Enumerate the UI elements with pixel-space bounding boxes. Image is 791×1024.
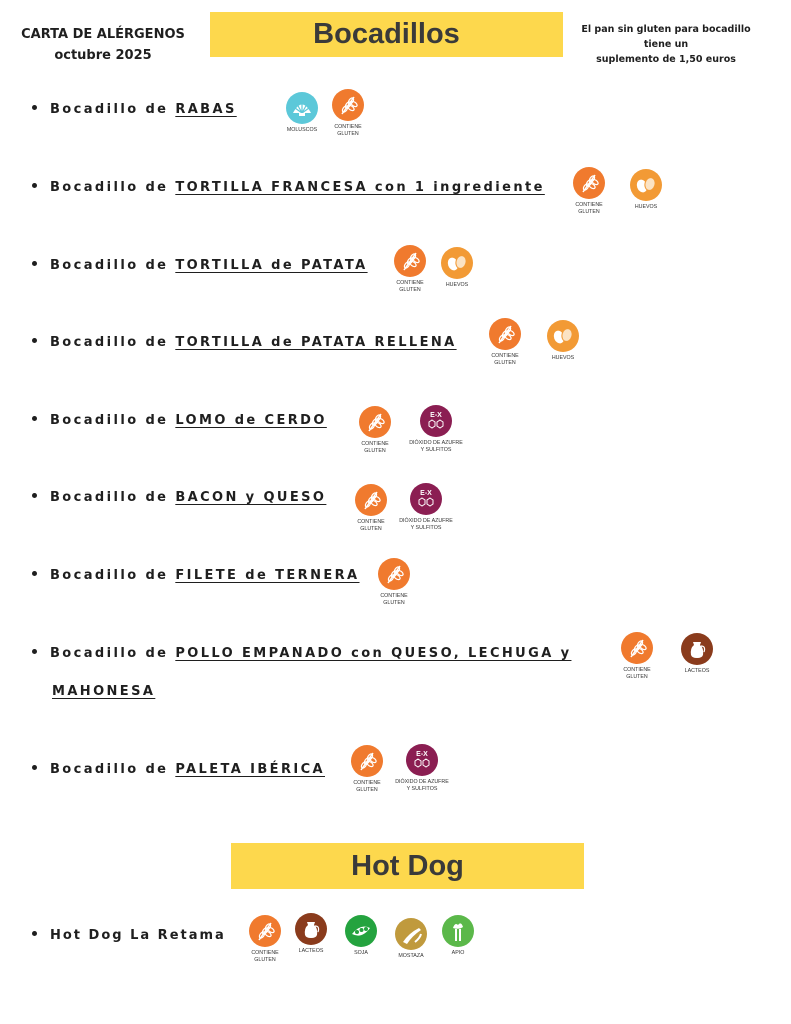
allergen-caption: MOSTAZA [398, 953, 424, 959]
menu-item-tortilla-rellena [32, 335, 457, 350]
item-prefix: Bocadillo de [50, 180, 176, 195]
menu-item-rabas [32, 102, 237, 117]
mustard-icon [395, 918, 427, 950]
svg-text:E-X: E-X [430, 412, 442, 419]
gluten-free-note-line1: El pan sin gluten para bocadillo tiene un [581, 24, 751, 50]
allergen-huevos [427, 247, 487, 289]
wheat-icon [621, 632, 653, 664]
item-prefix: Bocadillo de [50, 335, 176, 350]
soy-pod-icon [345, 915, 377, 947]
gluten-free-note-line2: suplemento de 1,50 euros [596, 54, 736, 65]
item-prefix: Bocadillo de [50, 413, 176, 428]
sulfites-molecule-icon [406, 744, 438, 776]
bullet-icon [32, 649, 37, 654]
allergen-gluten [475, 318, 535, 366]
bullet-icon [32, 493, 37, 498]
allergen-gluten [318, 89, 378, 137]
item-dish-name: BACON y QUESO [175, 490, 327, 505]
eggs-icon [547, 320, 579, 352]
milk-jug-icon [681, 633, 713, 665]
item-dish-name: RABAS [175, 102, 237, 117]
item-prefix: Bocadillo de [50, 568, 176, 583]
wheat-icon [355, 484, 387, 516]
allergen-caption: HUEVOS [551, 355, 575, 361]
allergen-caption: CONTIENE GLUTEN [334, 124, 362, 137]
allergen-caption: CONTIENE GLUTEN [623, 667, 651, 680]
section-banner-bocadillos: Bocadillos [210, 12, 563, 57]
item-dish-name: FILETE de TERNERA [175, 568, 360, 583]
wheat-icon [359, 406, 391, 438]
allergen-caption: CONTIENE GLUTEN [491, 353, 519, 366]
sulfites-molecule-icon [410, 483, 442, 515]
allergen-caption: APIO [451, 950, 465, 956]
allergen-gluten [559, 167, 619, 215]
menu-item-tortilla-patata [32, 258, 368, 273]
allergen-gluten [607, 632, 667, 680]
eggs-icon [441, 247, 473, 279]
allergen-gluten [345, 406, 405, 454]
bullet-icon [32, 105, 37, 110]
allergen-caption: DIÓXIDO DE AZUFRE Y SULFITOS [395, 779, 449, 792]
allergen-sulfitos [396, 483, 456, 531]
gluten-free-note [566, 22, 766, 67]
allergen-caption: DIÓXIDO DE AZUFRE Y SULFITOS [399, 518, 453, 531]
menu-item-tortilla-francesa [32, 180, 545, 195]
bullet-icon [32, 416, 37, 421]
allergen-huevos [533, 320, 593, 362]
menu-item-paleta-iberica [32, 762, 325, 777]
bullet-icon [32, 338, 37, 343]
item-name: Hot Dog La Retama [50, 928, 226, 943]
allergen-caption: HUEVOS [634, 204, 658, 210]
allergen-gluten [341, 484, 401, 532]
allergen-sulfitos [406, 405, 466, 453]
wheat-icon [332, 89, 364, 121]
item-dish-name: LOMO de CERDO [175, 413, 327, 428]
sulfites-molecule-icon [420, 405, 452, 437]
allergen-caption: LACTEOS [684, 668, 710, 674]
bullet-icon [32, 931, 37, 936]
allergen-sulfitos [392, 744, 452, 792]
section-banner-hotdog: Hot Dog [231, 843, 584, 889]
svg-text:E-X: E-X [416, 751, 428, 758]
item-prefix: Bocadillo de [50, 258, 176, 273]
menu-item-pollo-empanado [32, 646, 571, 661]
menu-item-bacon-queso [32, 490, 326, 505]
menu-title-line1: CARTA DE ALÉRGENOS [21, 27, 185, 42]
svg-text:E-X: E-X [420, 490, 432, 497]
item-dish-name: TORTILLA de PATATA [175, 258, 368, 273]
milk-jug-icon [295, 913, 327, 945]
item-dish-name: TORTILLA de PATATA RELLENA [175, 335, 457, 350]
allergen-caption: HUEVOS [445, 282, 469, 288]
item-prefix: Bocadillo de [50, 490, 176, 505]
bullet-icon [32, 183, 37, 188]
item-dish-name: TORTILLA FRANCESA con 1 ingrediente [175, 180, 545, 195]
wheat-icon [249, 915, 281, 947]
allergen-gluten [364, 558, 424, 606]
wheat-icon [394, 245, 426, 277]
allergen-gluten [337, 745, 397, 793]
menu-item-hot-dog [32, 928, 226, 943]
allergen-caption: SOJA [354, 950, 368, 956]
allergen-caption: MOLUSCOS [286, 127, 318, 133]
allergen-apio [428, 915, 488, 957]
allergen-caption: CONTIENE GLUTEN [251, 950, 279, 963]
wheat-icon [573, 167, 605, 199]
bullet-icon [32, 571, 37, 576]
allergen-caption: CONTIENE GLUTEN [353, 780, 381, 793]
allergen-caption: CONTIENE GLUTEN [361, 441, 389, 454]
wheat-icon [378, 558, 410, 590]
menu-title [8, 24, 198, 66]
allergen-caption: CONTIENE GLUTEN [396, 280, 424, 293]
eggs-icon [630, 169, 662, 201]
celery-icon [442, 915, 474, 947]
allergen-huevos [616, 169, 676, 211]
item-dish-name-continued: MAHONESA [52, 684, 156, 699]
allergen-caption: LACTEOS [298, 948, 324, 954]
item-prefix: Bocadillo de [50, 646, 176, 661]
bullet-icon [32, 765, 37, 770]
allergen-caption: CONTIENE GLUTEN [380, 593, 408, 606]
allergen-caption: CONTIENE GLUTEN [575, 202, 603, 215]
allergen-caption: DIÓXIDO DE AZUFRE Y SULFITOS [409, 440, 463, 453]
allergen-caption: CONTIENE GLUTEN [357, 519, 385, 532]
allergen-lacteos [667, 633, 727, 675]
item-dish-name: PALETA IBÉRICA [175, 762, 325, 777]
menu-item-filete-ternera [32, 568, 360, 583]
shell-icon [286, 92, 318, 124]
menu-item-lomo-cerdo [32, 413, 327, 428]
item-dish-name: POLLO EMPANADO con QUESO, LECHUGA y [175, 646, 572, 661]
wheat-icon [351, 745, 383, 777]
wheat-icon [489, 318, 521, 350]
item-prefix: Bocadillo de [50, 762, 176, 777]
bullet-icon [32, 261, 37, 266]
menu-date: octubre 2025 [54, 48, 152, 63]
item-prefix: Bocadillo de [50, 102, 176, 117]
